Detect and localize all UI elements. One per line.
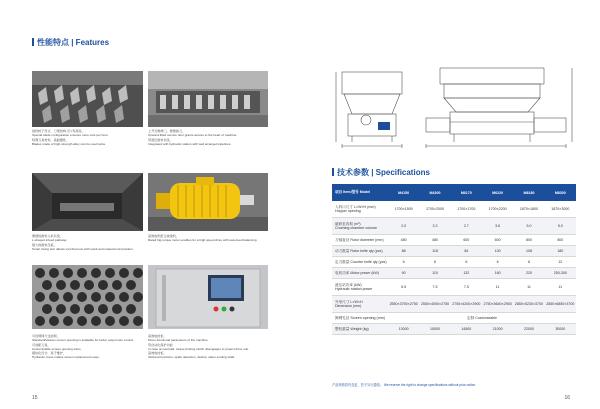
screen-mesh-photo — [32, 265, 143, 329]
table-row: 定刀数量 Counter knife qty (pcs) 6 6 6 6 8 12 — [332, 257, 576, 268]
table-row: 外形尺寸 L×W×H Dimension (mm) 2550×3750×2750 2550×4000×2750 2750×4200×2900 2750×5640×2900 2850×5230×3700 2850×6850×3700 — [332, 296, 576, 313]
right-page — [300, 0, 600, 409]
infeed-chamber-photo — [32, 173, 143, 231]
rotor-blades-photo — [32, 71, 143, 127]
table-row: 筛网孔径 Screen opening (mm) 定制 Customizable — [332, 313, 576, 324]
table-row: 整机重量 Weight (kg) 13000 15000 14500 21000 22000 30000 — [332, 324, 576, 335]
specifications-heading: 技术参数 | Specifications — [332, 167, 430, 178]
disclaimer-note: 产品规格将有变更，恕不另行通知。 We reserve the right to change specifications without prior notice. — [332, 383, 476, 387]
table-row: 刀轴直径 Rotor diameter (mm) 480 480 600 600 800 800 — [332, 235, 576, 246]
page-number-left: 15 — [32, 395, 38, 401]
specifications-table — [332, 184, 576, 335]
table-row: 液压站功率 (kW) Hydraulic station power 5.5 7.5 7.5 11 11 11 — [332, 279, 576, 296]
features-heading: 性能特点 | Features — [32, 37, 109, 48]
table-row: 入料口尺寸 L×W×H (mm) Hopper opening 1700×1500 1700×2000 1700×1700 1700×2200 1870×1800 1870×3000 — [332, 201, 576, 218]
table-header-row: 项目 Item/型号 Model M4150 M4200 M6170 M6220 M8180 M8300 — [332, 184, 576, 201]
service-door-photo — [148, 71, 268, 127]
motor-photo — [148, 173, 268, 231]
table-row: 动刀数量 Rotor knife qty (pcs) 88 118 84 130 108 180 — [332, 246, 576, 257]
left-page: 性能特点 | Features 独特转子设计，刀架结构刀片寿命高， Special blade configuration ensures more cuts per hour 特殊刀具材料，高耐磨性， Blades made of high-strength alloy can be used twice. 上开式维修门，便捷换刀， Upward-lifted service door grants access to the heart of machine. 带液压推料系统， Integrated with hydraulic station with well arranged pipelines. 便捷的推料入料系统， L-shaped infeed pathway. 强大的推料压板， Smart swing arm allows synchronous with stock and material composition. 高效电机配合减速机， Rated big-torque motor enables for a high speed drive with auto-feed balancing. 可选筛网与过滤网， Standard/Various screen opening is available for better output size control. 可选配刀具， Customisable screen opening sizes. 模块化设计，易于维护， Hydraulic crane makes screen replacement easy. 高效电控柜， Mono-functional parameters of the machine. 带自动化保护功能 In case of overload, torque-limiting clutch disengages to protect drive unit. 高效电控柜， Optional functions: spark detection, dedust, water-cooling shaft. 15 — [0, 0, 300, 409]
control-panel-photo — [148, 265, 268, 329]
technical-drawing — [332, 62, 578, 152]
table-row: 破碎室容积 (m³) Crushing chamber volume 2.0 3.3 2.7 3.6 5.0 5.0 — [332, 218, 576, 235]
page-number-right: 16 — [564, 395, 570, 401]
table-row: 电机功率 Motor power (kW) 90 110 132 160 220 250-300 — [332, 268, 576, 279]
